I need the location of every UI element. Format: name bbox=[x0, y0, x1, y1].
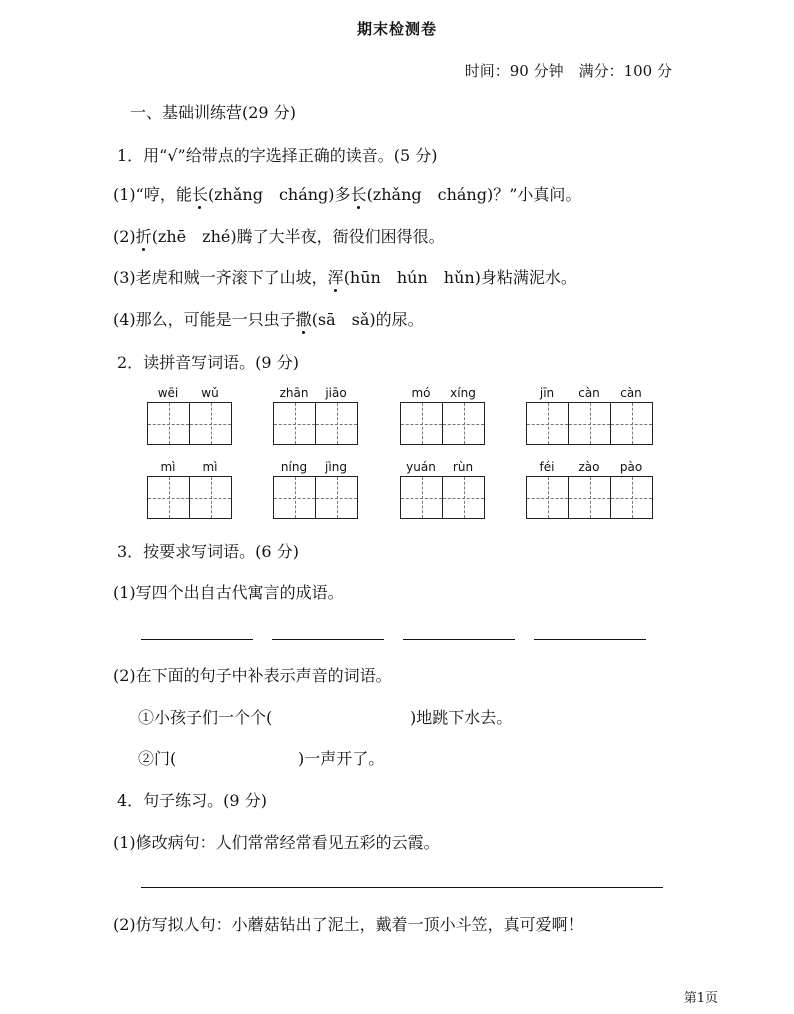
pinyin-grid[interactable]: níng jìng bbox=[273, 460, 358, 519]
q4-sub2: (2)仿写拟人句：小蘑菇钻出了泥土，戴着一顶小斗笠，真可爱啊！ bbox=[113, 915, 584, 934]
q4-prompt: 4．句子练习。(9 分) bbox=[117, 791, 267, 810]
pinyin-grid[interactable]: jīn càn càn bbox=[526, 386, 653, 445]
dotted-char: 长 bbox=[192, 182, 208, 205]
q3-sentence-1-pre: ①小孩子们一个个( bbox=[138, 708, 273, 727]
page-title: 期末检测卷 bbox=[356, 20, 437, 38]
answer-line[interactable] bbox=[403, 639, 515, 640]
q1-item-3: (3)老虎和贼一齐滚下了山坡，浑(hūn hún hǔn)身粘满泥水。 bbox=[113, 265, 577, 288]
answer-line[interactable] bbox=[272, 639, 384, 640]
dotted-char: 长 bbox=[351, 182, 367, 205]
pinyin-grid[interactable]: mó xíng bbox=[400, 386, 485, 445]
dotted-char: 撒 bbox=[296, 307, 312, 330]
q3-sub1: (1)写四个出自古代寓言的成语。 bbox=[113, 583, 344, 602]
answer-line[interactable] bbox=[534, 639, 646, 640]
q4-sub1: (1)修改病句：人们常常经常看见五彩的云霞。 bbox=[113, 833, 440, 852]
pinyin-grid[interactable]: zhān jiāo bbox=[273, 386, 358, 445]
pinyin-grid[interactable]: wēi wǔ bbox=[147, 386, 232, 445]
exam-meta: 时间：90 分钟 满分：100 分 bbox=[464, 62, 672, 80]
answer-line[interactable] bbox=[141, 639, 253, 640]
q3-sub2: (2)在下面的句子中补表示声音的词语。 bbox=[113, 666, 392, 685]
pinyin-grid[interactable]: féi zào pào bbox=[526, 460, 653, 519]
dotted-char: 折 bbox=[136, 224, 152, 247]
section-heading: 一、基础训练营(29 分) bbox=[130, 103, 296, 122]
dotted-char: 浑 bbox=[328, 265, 344, 288]
pinyin-grid[interactable]: yuán rùn bbox=[400, 460, 485, 519]
q1-item-1: (1)“哼，能长(zhǎng cháng)多长(zhǎng cháng)？”小真问。 bbox=[113, 182, 581, 205]
q1-prompt: 1．用“√”给带点的字选择正确的读音。(5 分) bbox=[117, 146, 438, 165]
pinyin-grid[interactable]: mì mì bbox=[147, 460, 232, 519]
q2-prompt: 2．读拼音写词语。(9 分) bbox=[117, 353, 299, 372]
page-number: 第1页 bbox=[683, 991, 718, 1006]
q3-sentence-2-post: )一声开了。 bbox=[298, 749, 385, 768]
q3-sentence-2-pre: ②门( bbox=[138, 749, 177, 768]
q1-item-2: (2)折(zhē zhé)腾了大半夜，衙役们困得很。 bbox=[113, 224, 445, 247]
q3-sentence-1-post: )地跳下水去。 bbox=[410, 708, 513, 727]
q1-item-4: (4)那么，可能是一只虫子撒(sā sǎ)的尿。 bbox=[113, 307, 424, 330]
answer-line[interactable] bbox=[141, 887, 663, 888]
q3-prompt: 3．按要求写词语。(6 分) bbox=[117, 542, 299, 561]
